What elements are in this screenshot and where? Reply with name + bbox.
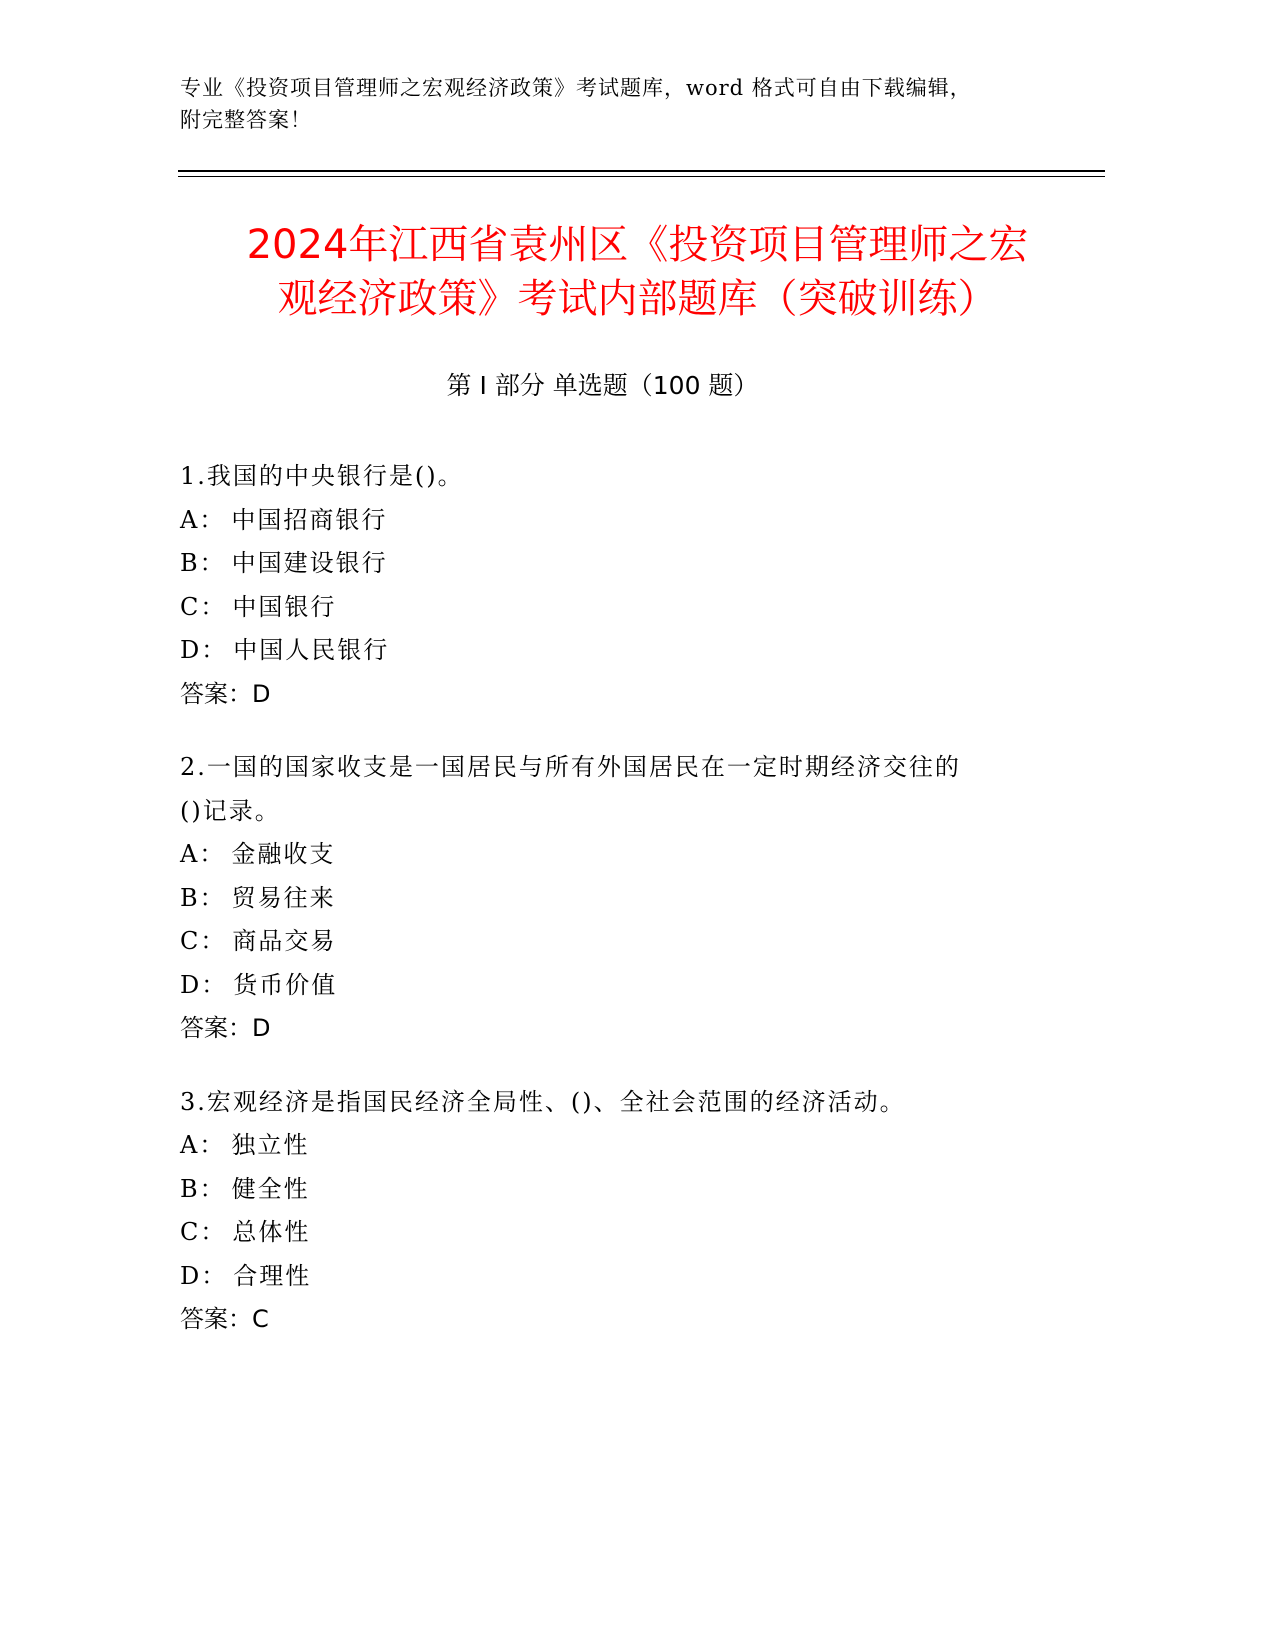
option-b bbox=[180, 542, 1060, 586]
option-text: 商品交易 bbox=[232, 927, 337, 955]
question-stem-line-2: ()记录。 bbox=[180, 796, 281, 825]
option-text: 中国招商银行 bbox=[231, 505, 388, 534]
option-d bbox=[180, 629, 1060, 673]
answer-line: 答案：D bbox=[180, 1014, 271, 1042]
option-text: 健全性 bbox=[231, 1174, 310, 1203]
option-text: 贸易往来 bbox=[231, 883, 336, 912]
option-key: C： bbox=[180, 592, 227, 621]
option-d bbox=[180, 964, 1060, 1008]
question-stem-line-1: 2.一国的国家收支是一国居民与所有外国居民在一定时期经济交往的 bbox=[180, 753, 961, 781]
header-note bbox=[180, 72, 1060, 136]
option-text: 金融收支 bbox=[231, 840, 336, 868]
question-3 bbox=[180, 1081, 1060, 1342]
option-key: A： bbox=[180, 840, 226, 868]
question-list bbox=[180, 455, 1060, 1372]
option-key: C： bbox=[180, 927, 227, 955]
option-d bbox=[180, 1255, 1060, 1299]
option-key: D： bbox=[180, 970, 228, 999]
option-b bbox=[180, 1168, 1060, 1212]
question-stem-line-1: 1.我国的中央银行是()。 bbox=[180, 462, 464, 490]
header-divider-thick bbox=[178, 170, 1105, 172]
option-b bbox=[180, 877, 1060, 921]
option-text: 中国人民银行 bbox=[233, 636, 390, 664]
answer-line: 答案：D bbox=[180, 679, 271, 708]
document-title bbox=[150, 218, 1125, 326]
option-text: 货币价值 bbox=[233, 970, 338, 999]
question-stem bbox=[180, 1081, 1060, 1125]
option-c bbox=[180, 1211, 1060, 1255]
document-title-line-1: 2024年江西省袁州区《投资项目管理师之宏 bbox=[246, 222, 1029, 268]
document-title-line-2: 观经济政策》考试内部题库（突破训练） bbox=[277, 276, 998, 322]
header-divider-thin bbox=[178, 176, 1105, 177]
option-a bbox=[180, 499, 1060, 543]
option-key: B： bbox=[180, 1174, 226, 1203]
option-a bbox=[180, 1124, 1060, 1168]
question-stem bbox=[180, 746, 1060, 833]
question-1 bbox=[180, 455, 1060, 716]
header-note-line-2: 附完整答案！ bbox=[180, 108, 312, 132]
option-c bbox=[180, 920, 1060, 964]
option-key: C： bbox=[180, 1218, 227, 1246]
option-key: A： bbox=[180, 1131, 226, 1159]
section-heading: 第 I 部分 单选题（100 题） bbox=[446, 371, 759, 400]
option-key: B： bbox=[180, 883, 226, 912]
option-key: A： bbox=[180, 505, 226, 534]
option-key: B： bbox=[180, 549, 226, 577]
option-text: 中国银行 bbox=[232, 592, 337, 621]
option-key: D： bbox=[180, 636, 228, 664]
option-text: 总体性 bbox=[232, 1218, 311, 1246]
option-c bbox=[180, 586, 1060, 630]
question-2 bbox=[180, 746, 1060, 1051]
option-a bbox=[180, 833, 1060, 877]
question-stem bbox=[180, 455, 1060, 499]
answer-line: 答案：C bbox=[180, 1305, 269, 1333]
option-text: 中国建设银行 bbox=[231, 549, 388, 577]
question-stem-line-1: 3.宏观经济是指国民经济全局性、()、全社会范围的经济活动。 bbox=[180, 1087, 906, 1116]
header-note-line-1: 专业《投资项目管理师之宏观经济政策》考试题库，word 格式可自由下载编辑， bbox=[180, 76, 972, 100]
option-text: 独立性 bbox=[231, 1131, 310, 1159]
option-text: 合理性 bbox=[233, 1261, 312, 1290]
option-key: D： bbox=[180, 1261, 228, 1290]
